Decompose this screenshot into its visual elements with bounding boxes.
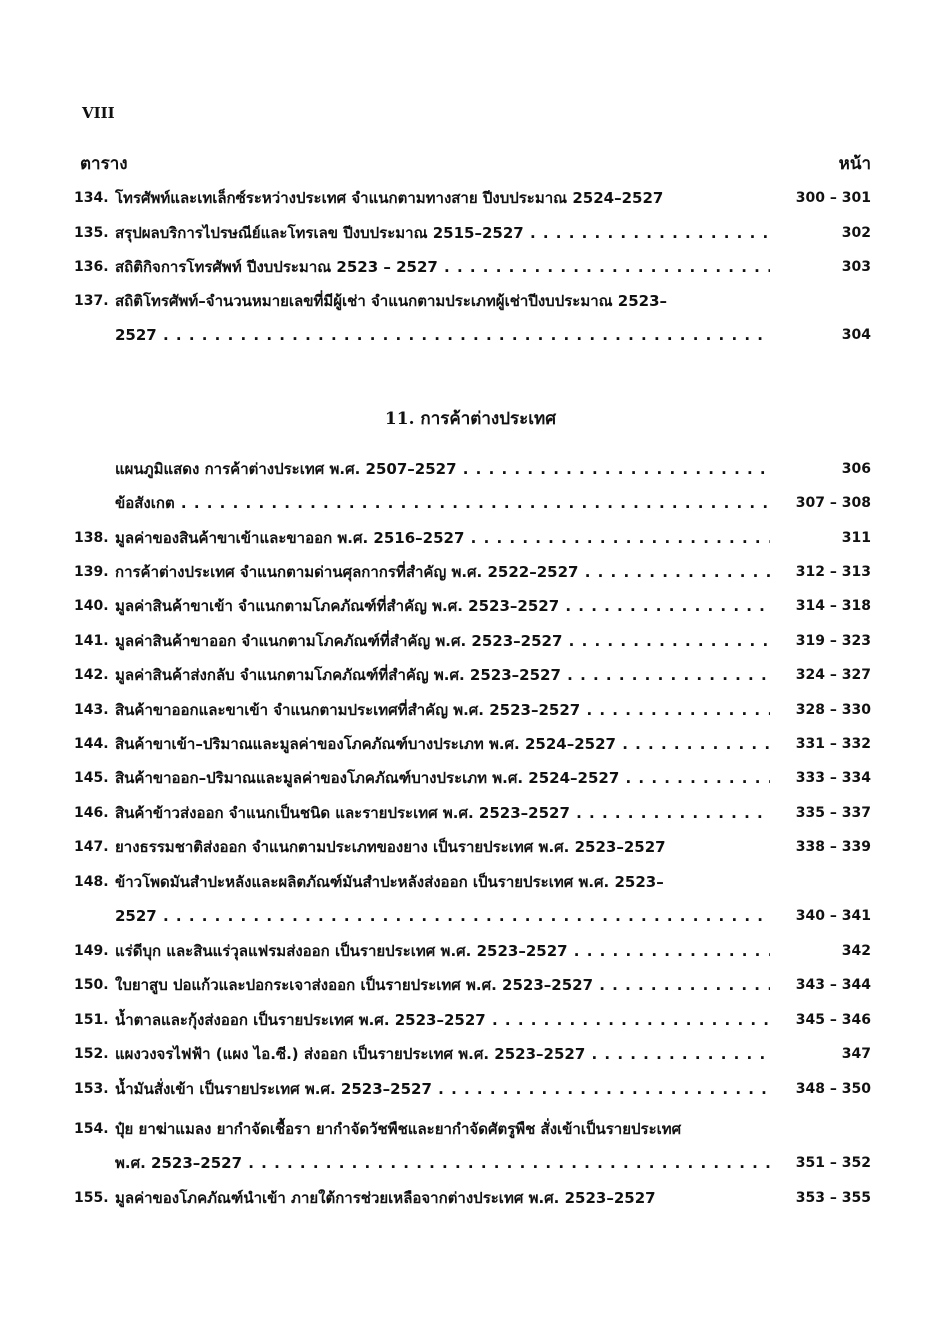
entry-page: 312 – 313: [795, 564, 871, 580]
entry-title: โทรศัพท์และเทเล็กซ์ระหว่างประเทศ จำแนกตามทางสาย ปีงบประมาณ 2524–2527: [115, 189, 664, 207]
entry-title: มูลค่าสินค้าส่งกลับ จำแนกตามโภคภัณฑ์ที่สำคัญ พ.ศ. 2523–2527 . . .: [115, 661, 770, 689]
entry-title: สินค้าขาออกและขาเข้า จำแนกตามประเทศที่สำคัญ พ.ศ. 2523–2527 . . .: [115, 696, 770, 724]
toc-entry: [0, 937, 941, 965]
entry-number: 150.: [74, 977, 109, 993]
toc-entry: [0, 1040, 941, 1068]
toc-entry: [0, 455, 941, 483]
entry-title: ข้าวโพดมันสำปะหลังและผลิตภัณฑ์มันสำปะหลังส่งออก เป็นรายประเทศ พ.ศ. 2523–: [115, 873, 664, 891]
toc-entry: [0, 1184, 941, 1212]
entry-title: สถิติกิจการโทรศัพท์ ปีงบประมาณ 2523 – 2527 . . .: [115, 253, 770, 281]
toc-entry: [0, 764, 941, 792]
entry-title: แผงวงจรไฟฟ้า (แผง ไอ.ซี.) ส่งออก เป็นรายประเทศ พ.ศ. 2523–2527 . . .: [115, 1040, 770, 1068]
toc-entry: [0, 524, 941, 552]
toc-entry: [0, 971, 941, 999]
entry-page: 342: [841, 943, 871, 959]
entry-number: 142.: [74, 667, 109, 683]
entry-page: 343 – 344: [795, 977, 871, 993]
entry-page: 311: [841, 530, 871, 546]
entry-page: 302: [841, 225, 871, 241]
toc-entry: [0, 558, 941, 586]
entry-page: 328 – 330: [795, 702, 871, 718]
entry-page: 340 – 341: [795, 908, 871, 924]
entry-page: 304: [841, 327, 871, 343]
entry-title: สรุปผลบริการไปรษณีย์และโทรเลข ปีงบประมาณ 2515–2527 . . .: [115, 219, 770, 247]
entry-title: การค้าต่างประเทศ จำแนกตามด่านศุลกากรที่สำคัญ พ.ศ. 2522–2527 . . .: [115, 558, 770, 586]
entry-number: 138.: [74, 530, 109, 546]
entry-page: 345 – 346: [795, 1012, 871, 1028]
entry-number: 140.: [74, 598, 109, 614]
entry-number: 151.: [74, 1012, 109, 1028]
entry-title: ปุ๋ย ยาฆ่าแมลง ยากำจัดเชื้อรา ยากำจัดวัชพืชและยากำจัดศัตรูพืช สั่งเข้าเป็นรายประเทศ: [115, 1120, 682, 1138]
entry-number: 153.: [74, 1081, 109, 1097]
entry-number: 145.: [74, 770, 109, 786]
toc-entry: [0, 219, 941, 247]
toc-entry: [0, 184, 941, 212]
entry-number: 143.: [74, 702, 109, 718]
entry-number: 139.: [74, 564, 109, 580]
toc-entry-continuation: [0, 321, 941, 349]
page-column-header: หน้า: [838, 154, 871, 174]
section-title: 11. การค้าต่างประเทศ: [384, 409, 557, 429]
toc-entry: [0, 287, 941, 315]
entry-title: สินค้าข้าวส่งออก จำแนกเป็นชนิด และรายประเทศ พ.ศ. 2523–2527 . . .: [115, 799, 770, 827]
entry-title: ยางธรรมชาติส่งออก จำแนกตามประเภทของยาง เป็นรายประเทศ พ.ศ. 2523–2527: [115, 838, 666, 856]
entry-page: 331 – 332: [795, 736, 871, 752]
entry-number: 134.: [74, 190, 109, 206]
entry-page: 333 – 334: [795, 770, 871, 786]
entry-title: ใบยาสูบ ปอแก้วและปอกระเจาส่งออก เป็นรายประเทศ พ.ศ. 2523–2527 . . .: [115, 971, 770, 999]
entry-title: มูลค่าสินค้าขาออก จำแนกตามโภคภัณฑ์ที่สำคัญ พ.ศ. 2523–2527 . . .: [115, 627, 770, 655]
toc-entry: [0, 1075, 941, 1103]
entry-title: แร่ดีบุก และสินแร่วุลแฟรมส่งออก เป็นรายประเทศ พ.ศ. 2523–2527 . . .: [115, 937, 770, 965]
table-column-header: ตาราง: [80, 154, 128, 174]
toc-entry: [0, 592, 941, 620]
toc-entry-continuation: [0, 902, 941, 930]
entry-number: 146.: [74, 805, 109, 821]
entry-number: 154.: [74, 1121, 109, 1137]
entry-number: 136.: [74, 259, 109, 275]
toc-entry: [0, 253, 941, 281]
entry-title: สินค้าขาออก–ปริมาณและมูลค่าของโภคภัณฑ์บางประเภท พ.ศ. 2524–2527 . . .: [115, 764, 770, 792]
entry-number: 135.: [74, 225, 109, 241]
entry-page: 335 – 337: [795, 805, 871, 821]
toc-entry-continuation: [0, 1149, 941, 1177]
entry-title: น้ำมันสั่งเข้า เป็นรายประเทศ พ.ศ. 2523–2527 . . .: [115, 1075, 770, 1103]
entry-page: 338 – 339: [795, 839, 871, 855]
toc-entry: [0, 1006, 941, 1034]
entry-page: 303: [841, 259, 871, 275]
toc-entry: [0, 661, 941, 689]
entry-number: 137.: [74, 293, 109, 309]
entry-title: สถิติโทรศัพท์–จำนวนหมายเลขที่มีผู้เช่า จำแนกตามประเภทผู้เช่าปีงบประมาณ 2523–: [115, 292, 668, 310]
entry-number: 144.: [74, 736, 109, 752]
entry-title: สินค้าขาเข้า–ปริมาณและมูลค่าของโภคภัณฑ์บางประเภท พ.ศ. 2524–2527 . . .: [115, 730, 770, 758]
entry-page: 347: [841, 1046, 871, 1062]
entry-page: 348 – 350: [795, 1081, 871, 1097]
entry-page: 324 – 327: [795, 667, 871, 683]
entry-page: 307 – 308: [795, 495, 871, 511]
entry-page: 351 – 352: [795, 1155, 871, 1171]
toc-entry: [0, 799, 941, 827]
toc-entry: [0, 1115, 941, 1143]
entry-number: 148.: [74, 874, 109, 890]
entry-number: 152.: [74, 1046, 109, 1062]
entry-title: มูลค่าของโภคภัณฑ์นำเข้า ภายใต้การช่วยเหลือจากต่างประเทศ พ.ศ. 2523–2527: [115, 1189, 656, 1207]
entry-title: น้ำตาลและกุ้งส่งออก เป็นรายประเทศ พ.ศ. 2523–2527 . . .: [115, 1006, 770, 1034]
entry-title: ข้อสังเกต . . .: [115, 489, 770, 517]
toc-entry: [0, 696, 941, 724]
toc-entry: [0, 489, 941, 517]
entry-title-continued: 2527 . . .: [115, 902, 770, 930]
entry-number: 155.: [74, 1190, 109, 1206]
entry-number: 149.: [74, 943, 109, 959]
entry-page: 353 – 355: [795, 1190, 871, 1206]
toc-entry: [0, 627, 941, 655]
page-label: VIII: [82, 104, 115, 122]
entry-title: มูลค่าสินค้าขาเข้า จำแนกตามโภคภัณฑ์ที่สำคัญ พ.ศ. 2523–2527 . . .: [115, 592, 770, 620]
entry-title-continued: 2527 . . .: [115, 321, 770, 349]
entry-page: 300 – 301: [795, 190, 871, 206]
entry-number: 147.: [74, 839, 109, 855]
entry-number: 141.: [74, 633, 109, 649]
toc-entry: [0, 868, 941, 896]
entry-title-continued: พ.ศ. 2523–2527 . . .: [115, 1149, 770, 1177]
toc-entry: [0, 730, 941, 758]
toc-entry: [0, 833, 941, 861]
entry-title: แผนภูมิแสดง การค้าต่างประเทศ พ.ศ. 2507–2527 . . .: [115, 455, 770, 483]
entry-page: 306: [841, 461, 871, 477]
entry-page: 314 – 318: [795, 598, 871, 614]
entry-page: 319 – 323: [795, 633, 871, 649]
entry-title: มูลค่าของสินค้าขาเข้าและขาออก พ.ศ. 2516–2527 . . .: [115, 524, 770, 552]
